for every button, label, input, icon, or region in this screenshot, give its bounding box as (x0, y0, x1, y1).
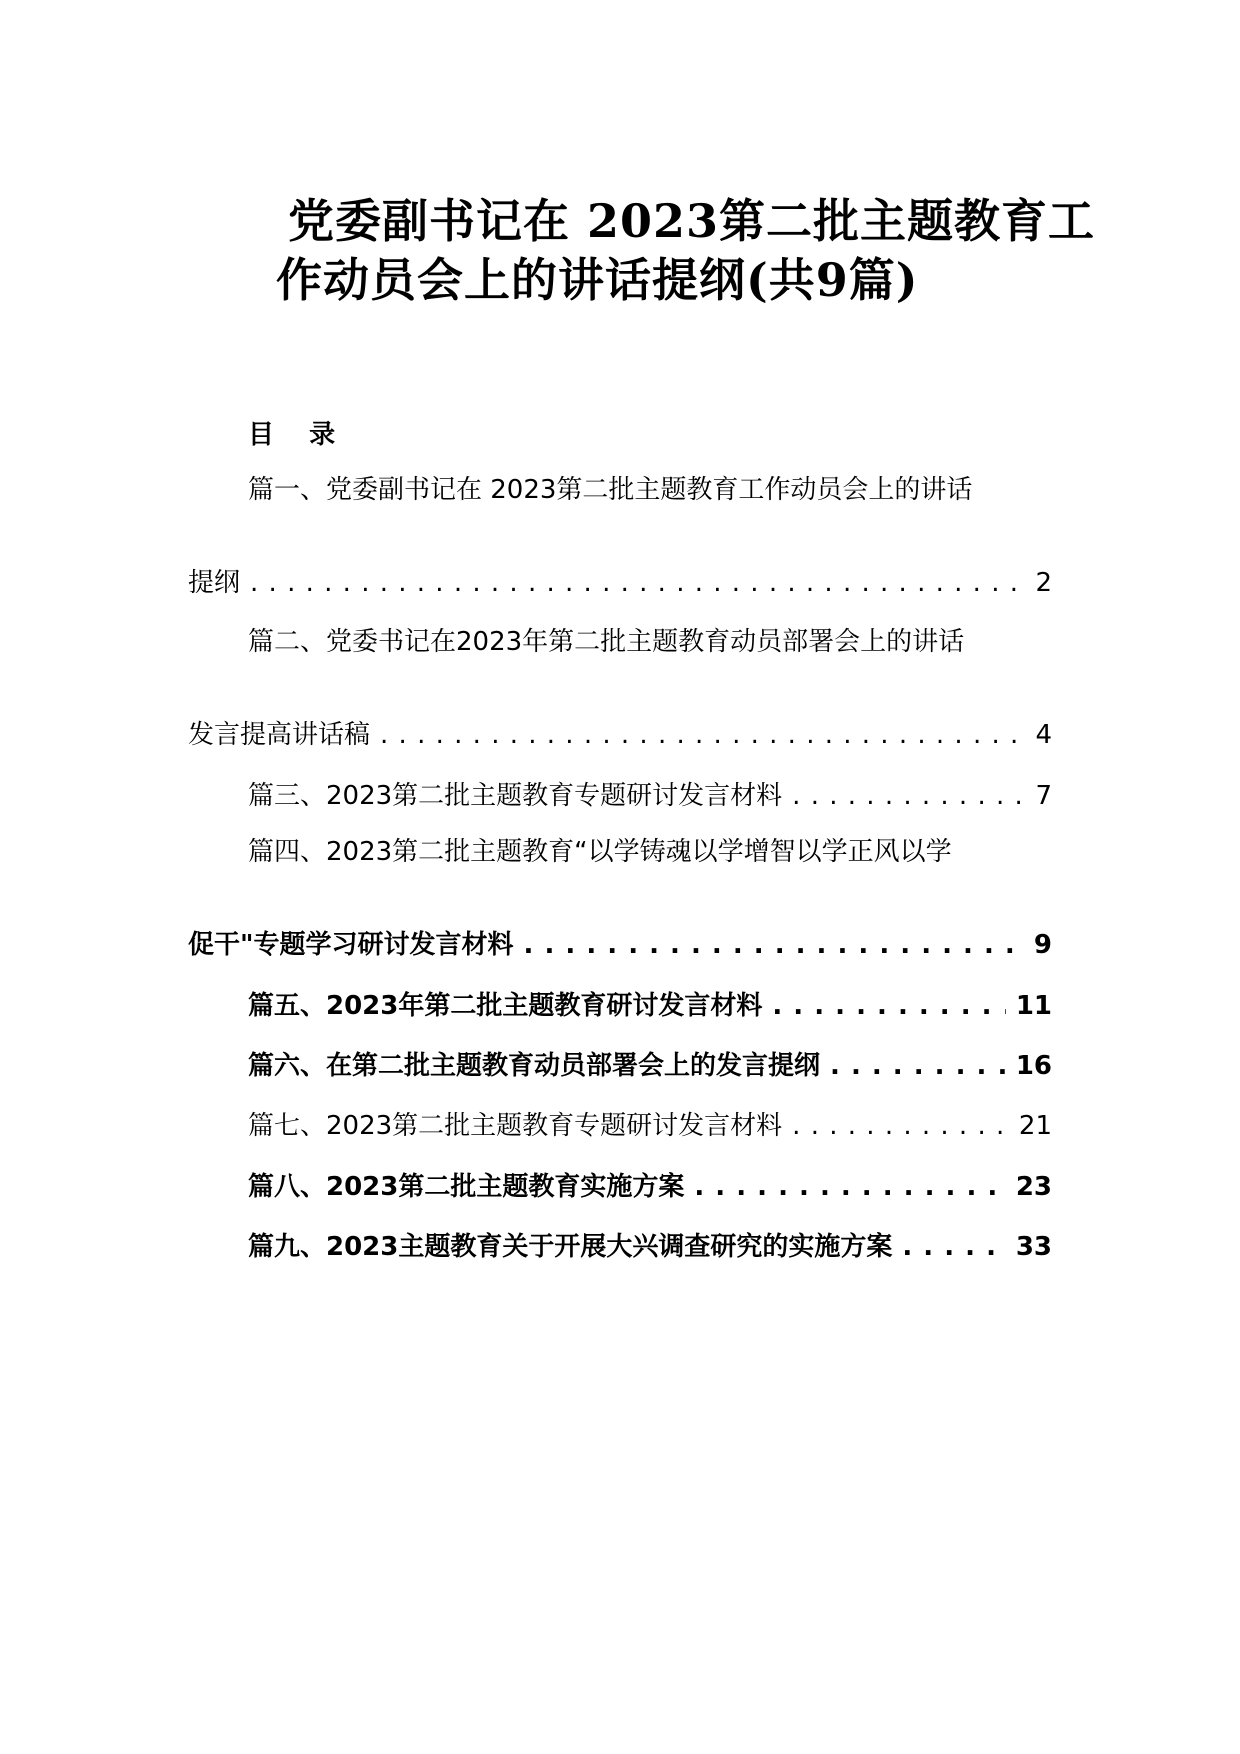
toc-leader-dots (380, 720, 1025, 750)
toc-page-number: 7 (1035, 781, 1052, 811)
toc-entry-2-wrap: 篇二、党委书记在2023年第二批主题教育动员部署会上的讲话 (248, 627, 965, 657)
toc-leader-dots (772, 991, 1005, 1021)
toc-entry-title: 提纲 (188, 568, 241, 598)
toc-entry-title: 发言提高讲话稿 (188, 720, 371, 750)
toc-entry-title: 篇三、2023第二批主题教育专题研讨发言材料 (248, 781, 783, 811)
toc-page-number: 21 (1018, 1111, 1052, 1141)
toc-entry-title: 篇九、2023主题教育关于开展大兴调查研究的实施方案 (248, 1232, 893, 1262)
document-title-line-1: 党委副书记在 2023第二批主题教育工 (288, 194, 1096, 248)
toc-leader-dots (792, 781, 1025, 811)
toc-leader-dots (694, 1172, 1005, 1202)
toc-page-number: 4 (1035, 720, 1052, 750)
toc-entry-7[interactable] (248, 1105, 1052, 1139)
toc-entry-title: 篇七、2023第二批主题教育专题研讨发言材料 (248, 1111, 783, 1141)
toc-entry-title: 促干"专题学习研讨发言材料 (188, 930, 514, 960)
toc-entry-6[interactable] (248, 1045, 1052, 1079)
toc-entry-1-wrap: 篇一、党委副书记在 2023第二批主题教育工作动员会上的讲话 (248, 475, 973, 505)
toc-page-number: 2 (1035, 568, 1052, 598)
toc-page-number: 16 (1015, 1051, 1052, 1081)
toc-leader-dots (250, 568, 1025, 598)
toc-entry-title: 篇八、2023第二批主题教育实施方案 (248, 1172, 685, 1202)
toc-page-number: 23 (1015, 1172, 1052, 1202)
toc-entry-2[interactable] (188, 714, 1052, 748)
toc-entry-3[interactable] (248, 775, 1052, 809)
toc-entry-4-wrap: 篇四、2023第二批主题教育“以学铸魂以学增智以学正风以学 (248, 837, 952, 867)
toc-entry-1[interactable] (188, 562, 1052, 596)
toc-entry-title: 篇五、2023年第二批主题教育研讨发言材料 (248, 991, 763, 1021)
toc-leader-dots (524, 930, 1024, 960)
toc-leader-dots (792, 1111, 1009, 1141)
toc-leader-dots (902, 1232, 1005, 1262)
toc-page-number: 33 (1015, 1232, 1052, 1262)
toc-heading: 目 录 (248, 420, 336, 450)
toc-entry-5[interactable] (248, 985, 1052, 1019)
toc-page-number: 9 (1033, 930, 1052, 960)
toc-page-number: 11 (1015, 991, 1052, 1021)
toc-entry-4[interactable] (188, 924, 1052, 958)
toc-leader-dots (830, 1051, 1006, 1081)
toc-entry-title: 篇六、在第二批主题教育动员部署会上的发言提纲 (248, 1051, 821, 1081)
toc-entry-8[interactable] (248, 1166, 1052, 1200)
toc-entry-9[interactable] (248, 1226, 1052, 1260)
document-title-line-2: 作动员会上的讲话提纲(共9篇) (276, 253, 919, 307)
